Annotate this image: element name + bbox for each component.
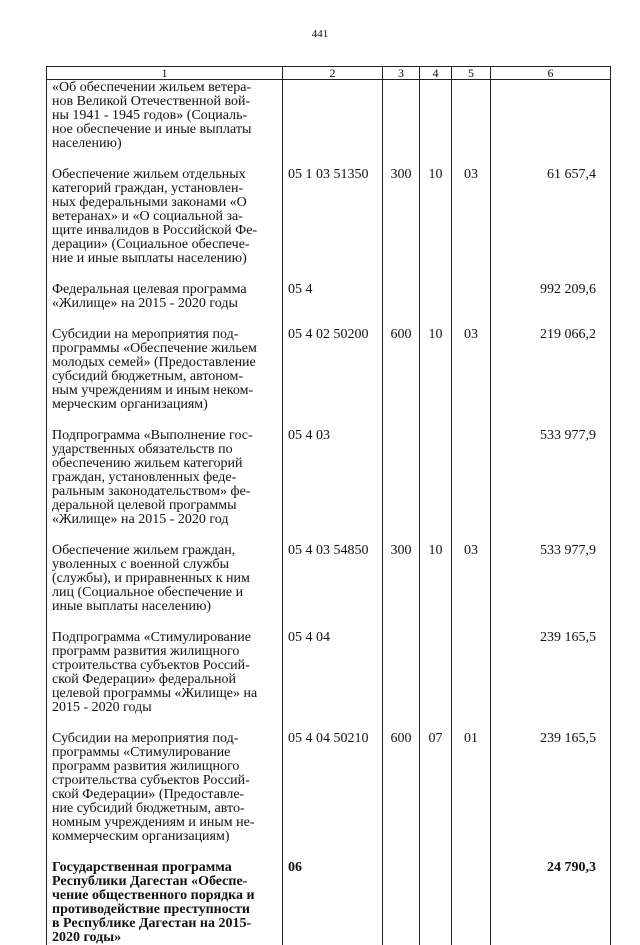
amount: 533 977,9 — [491, 544, 611, 631]
row-name-line: (службы), и приравненных к ним — [52, 572, 278, 586]
row-name-line: Субсидии на мероприятия под- — [52, 328, 278, 342]
amount — [491, 80, 611, 169]
row-name-line: программ развития жилищного — [52, 760, 278, 774]
section-code — [420, 429, 452, 544]
table-row — [47, 861, 611, 945]
classification-code: 05 4 02 50200 — [283, 328, 383, 429]
expense-type-code — [383, 80, 420, 169]
row-name-line: программ развития жилищного — [52, 645, 278, 659]
row-name-line: мерческим организациям) — [52, 398, 278, 412]
column-header: 5 — [452, 67, 491, 80]
expense-type-code — [383, 283, 420, 328]
row-name-line: Обеспечение жильем граждан, — [52, 544, 278, 558]
classification-code: 05 4 — [283, 283, 383, 328]
table-header-row — [47, 67, 611, 80]
row-name — [47, 429, 283, 544]
subsection-code: 01 — [452, 732, 491, 861]
row-name-line: целевой программы «Жилище» на — [52, 687, 278, 701]
row-name-line: 2015 - 2020 годы — [52, 701, 278, 715]
expense-type-code: 300 — [383, 544, 420, 631]
table-row — [47, 80, 611, 169]
row-name-line: 2020 годы» — [52, 931, 278, 945]
row-name-line: ние субсидий бюджетным, авто- — [52, 802, 278, 816]
row-name-line: коммерческим организациям) — [52, 830, 278, 844]
row-name-line: населению) — [52, 137, 278, 151]
expense-type-code — [383, 631, 420, 732]
section-code: 10 — [420, 544, 452, 631]
row-name-line: нов Великой Отечественной вой- — [52, 95, 278, 109]
row-name-line: категорий граждан, установлен- — [52, 182, 278, 196]
row-name-line: обеспечению жильем категорий — [52, 457, 278, 471]
amount: 239 165,5 — [491, 732, 611, 861]
column-header: 2 — [283, 67, 383, 80]
row-name-line: лиц (Социальное обеспечение и — [52, 586, 278, 600]
amount: 239 165,5 — [491, 631, 611, 732]
section-code: 07 — [420, 732, 452, 861]
expense-type-code: 300 — [383, 168, 420, 283]
section-code — [420, 80, 452, 169]
row-name — [47, 283, 283, 328]
table-row — [47, 168, 611, 283]
row-name — [47, 631, 283, 732]
row-name-line: щите инвалидов в Российской Фе- — [52, 224, 278, 238]
row-name-line: Подпрограмма «Выполнение гос- — [52, 429, 278, 443]
row-name-line: «Об обеспечении жильем ветера- — [52, 81, 278, 95]
row-name-line: ны 1941 - 1945 годов» (Социаль- — [52, 109, 278, 123]
row-name — [47, 328, 283, 429]
subsection-code — [452, 631, 491, 732]
section-code — [420, 861, 452, 945]
classification-code: 05 4 04 50210 — [283, 732, 383, 861]
row-name-line: в Республике Дагестан на 2015- — [52, 917, 278, 931]
row-name-line: дерации» (Социальное обеспече- — [52, 238, 278, 252]
row-name-line: субсидий бюджетным, автоном- — [52, 370, 278, 384]
section-code — [420, 631, 452, 732]
table-row — [47, 631, 611, 732]
row-name-line: чение общественного порядка и — [52, 889, 278, 903]
subsection-code — [452, 80, 491, 169]
expense-type-code: 600 — [383, 732, 420, 861]
row-name-line: Республики Дагестан «Обеспе- — [52, 875, 278, 889]
amount: 533 977,9 — [491, 429, 611, 544]
subsection-code — [452, 283, 491, 328]
column-header: 4 — [420, 67, 452, 80]
row-name-line: ской Федерации» федеральной — [52, 673, 278, 687]
classification-code — [283, 80, 383, 169]
classification-code: 05 4 03 — [283, 429, 383, 544]
amount: 61 657,4 — [491, 168, 611, 283]
row-name-line: ное обеспечение и иные выплаты — [52, 123, 278, 137]
budget-table — [46, 66, 611, 945]
row-name-line: противодействие преступности — [52, 903, 278, 917]
row-name-line: иные выплаты населению) — [52, 600, 278, 614]
subsection-code — [452, 429, 491, 544]
table-row — [47, 544, 611, 631]
row-name-line: деральной целевой программы — [52, 499, 278, 513]
row-name-line: ным учреждениям и иным неком- — [52, 384, 278, 398]
classification-code: 05 4 04 — [283, 631, 383, 732]
row-name — [47, 544, 283, 631]
section-code: 10 — [420, 328, 452, 429]
row-name-line: Подпрограмма «Стимулирование — [52, 631, 278, 645]
expense-type-code — [383, 429, 420, 544]
row-name — [47, 168, 283, 283]
row-name-line: молодых семей» (Предоставление — [52, 356, 278, 370]
classification-code: 05 4 03 54850 — [283, 544, 383, 631]
row-name-line: «Жилище» на 2015 - 2020 год — [52, 513, 278, 527]
row-name-line: граждан, установленных феде- — [52, 471, 278, 485]
table-row — [47, 429, 611, 544]
row-name-line: уволенных с военной службы — [52, 558, 278, 572]
page-number: 441 — [0, 28, 640, 40]
amount: 219 066,2 — [491, 328, 611, 429]
row-name-line: программы «Обеспечение жильем — [52, 342, 278, 356]
row-name-line: Государственная программа — [52, 861, 278, 875]
row-name-line: ской Федерации» (Предоставле- — [52, 788, 278, 802]
row-name-line: Обеспечение жильем отдельных — [52, 168, 278, 182]
row-name — [47, 861, 283, 945]
section-code: 10 — [420, 168, 452, 283]
row-name-line: строительства субъектов Россий- — [52, 659, 278, 673]
row-name-line: строительства субъектов Россий- — [52, 774, 278, 788]
section-code — [420, 283, 452, 328]
classification-code: 05 1 03 51350 — [283, 168, 383, 283]
table-body — [47, 80, 611, 945]
row-name — [47, 732, 283, 861]
amount: 992 209,6 — [491, 283, 611, 328]
subsection-code: 03 — [452, 168, 491, 283]
classification-code: 06 — [283, 861, 383, 945]
table-row — [47, 732, 611, 861]
subsection-code — [452, 861, 491, 945]
subsection-code: 03 — [452, 328, 491, 429]
column-header: 1 — [47, 67, 283, 80]
row-name-line: ветеранах» и «О социальной за- — [52, 210, 278, 224]
amount: 24 790,3 — [491, 861, 611, 945]
expense-type-code — [383, 861, 420, 945]
row-name — [47, 80, 283, 169]
expense-type-code: 600 — [383, 328, 420, 429]
row-name-line: ударственных обязательств по — [52, 443, 278, 457]
row-name-line: ных федеральными законами «О — [52, 196, 278, 210]
column-header: 6 — [491, 67, 611, 80]
row-name-line: «Жилище» на 2015 - 2020 годы — [52, 297, 278, 311]
row-name-line: номным учреждениям и иным не- — [52, 816, 278, 830]
subsection-code: 03 — [452, 544, 491, 631]
column-header: 3 — [383, 67, 420, 80]
row-name-line: Федеральная целевая программа — [52, 283, 278, 297]
table-row — [47, 283, 611, 328]
table-row — [47, 328, 611, 429]
row-name-line: ние и иные выплаты населению) — [52, 252, 278, 266]
row-name-line: ральным законодательством» фе- — [52, 485, 278, 499]
row-name-line: Субсидии на мероприятия под- — [52, 732, 278, 746]
row-name-line: программы «Стимулирование — [52, 746, 278, 760]
